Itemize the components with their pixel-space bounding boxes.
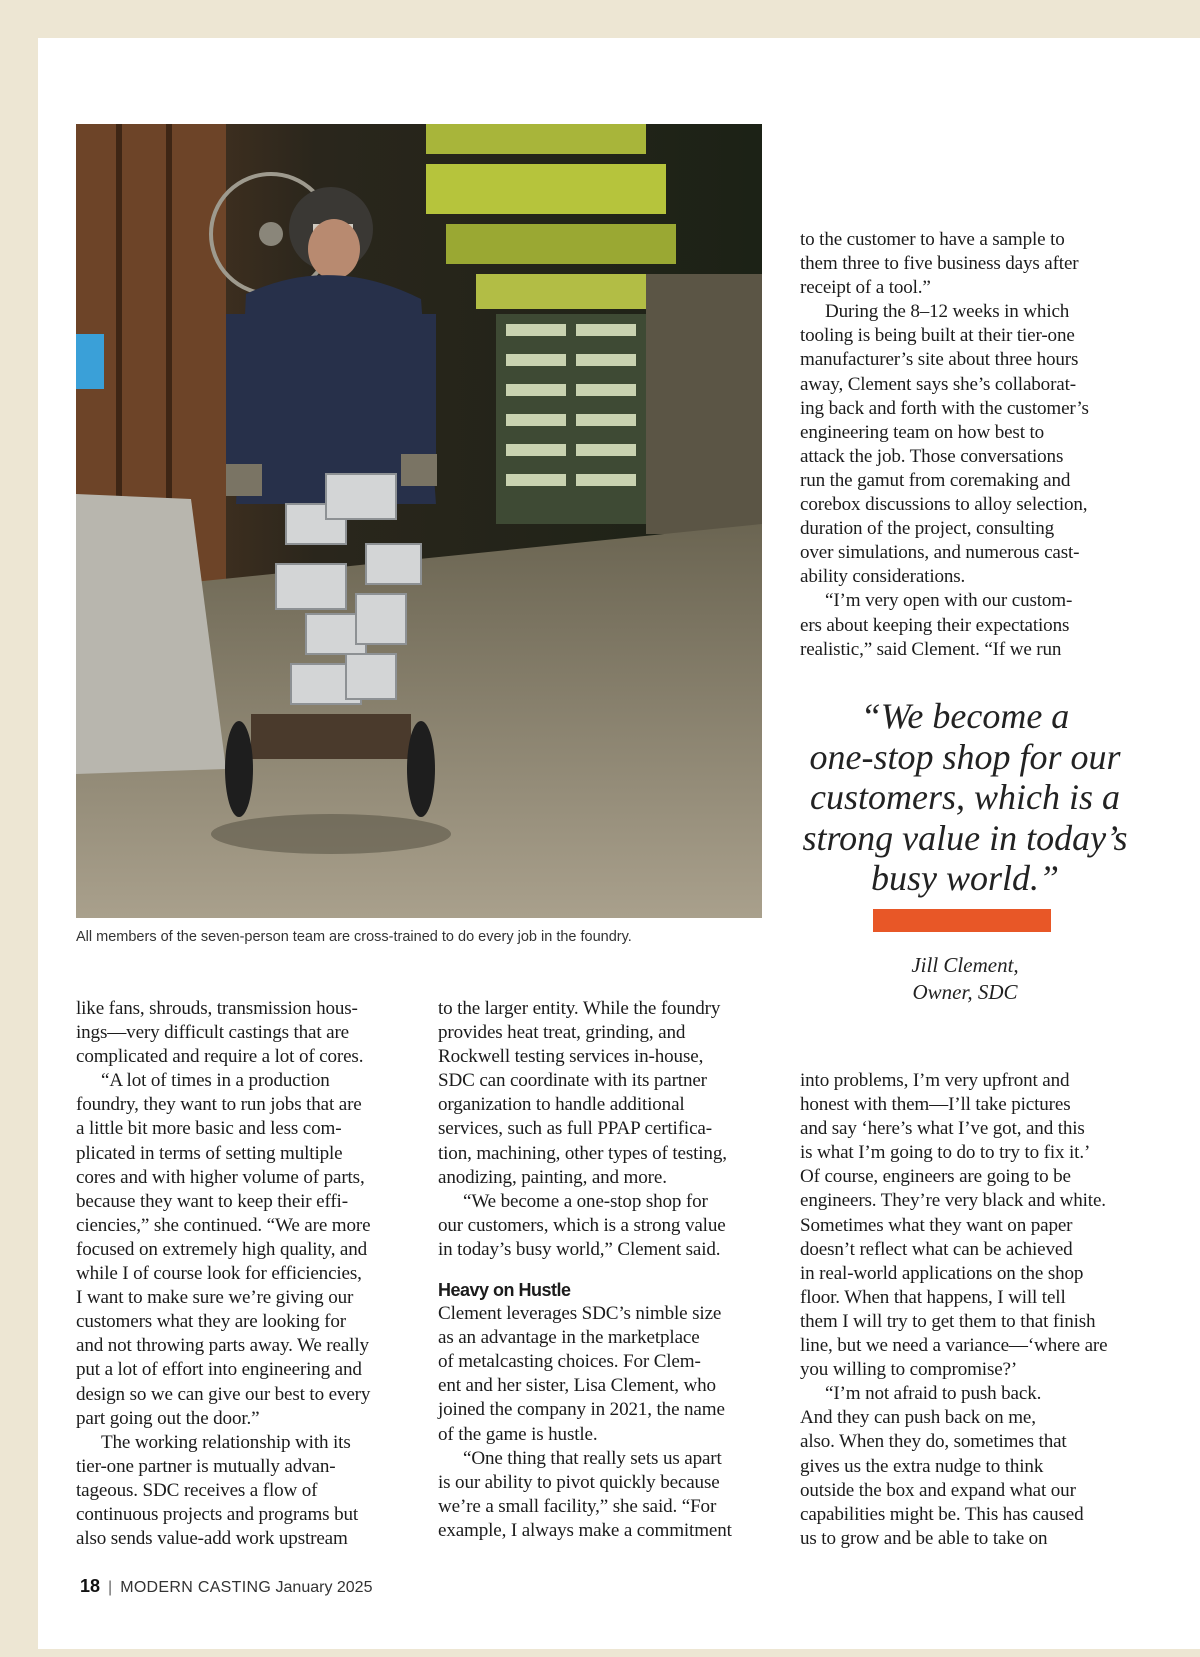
- text-line: plicated in terms of setting multiple: [76, 1142, 343, 1164]
- text-line: floor. When that happens, I will tell: [800, 1286, 1066, 1308]
- photo-caption: All members of the seven-person team are cross-trained to do every job in the foundry.: [76, 929, 632, 945]
- text-line: tooling is being built at their tier-one: [800, 325, 1075, 347]
- text-line: “We become a one-stop shop for: [463, 1190, 708, 1212]
- text-line: away, Clement says she’s collaborat-: [800, 373, 1076, 395]
- text-line: ent and her sister, Lisa Clement, who: [438, 1375, 716, 1397]
- pull-quote-attribution: [790, 952, 1140, 1006]
- text-line: SDC can coordinate with its partner: [438, 1070, 707, 1092]
- text-line: put a lot of effort into engineering and: [76, 1359, 362, 1381]
- text-line: engineering team on how best to: [800, 421, 1045, 443]
- text-line: to the larger entity. While the foundry: [438, 998, 721, 1019]
- text-line: complicated and require a lot of cores.: [76, 1046, 364, 1068]
- text-line: us to grow and be able to take on: [800, 1527, 1048, 1549]
- text-line: is what I’m going to do to try to fix it.’: [800, 1142, 1091, 1164]
- text-line: part going out the door.”: [76, 1407, 260, 1429]
- text-line: “I’m very open with our custom-: [825, 590, 1073, 612]
- text-line: corebox discussions to alloy selection,: [800, 494, 1088, 516]
- text-line: outside the box and expand what our: [800, 1479, 1076, 1501]
- text-line: run the gamut from coremaking and: [800, 469, 1071, 491]
- pull-quote-line: busy world.”: [870, 858, 1060, 898]
- text-line: doesn’t reflect what can be achieved: [800, 1238, 1073, 1260]
- text-line: like fans, shrouds, transmission hous-: [76, 998, 358, 1019]
- text-line: Rockwell testing services in-house,: [438, 1046, 704, 1068]
- text-line: services, such as full PPAP certifica-: [438, 1118, 712, 1140]
- text-line: we’re a small facility,” she said. “For: [438, 1495, 717, 1517]
- attribution-title: Owner, SDC: [912, 980, 1018, 1004]
- text-line: focused on extremely high quality, and: [76, 1238, 368, 1260]
- text-line: anodizing, painting, and more.: [438, 1166, 667, 1188]
- text-line: our customers, which is a strong value: [438, 1214, 726, 1236]
- issue-date: January 2025: [275, 1579, 373, 1596]
- text-line: ings—very difficult castings that are: [76, 1022, 350, 1044]
- text-line: continuous projects and programs but: [76, 1503, 359, 1525]
- text-line: example, I always make a commitment: [438, 1519, 732, 1541]
- text-line: attack the job. Those conversations: [800, 445, 1064, 467]
- text-line: is our ability to pivot quickly because: [438, 1471, 720, 1493]
- text-line: design so we can give our best to every: [76, 1383, 371, 1405]
- text-line: foundry, they want to run jobs that are: [76, 1094, 362, 1116]
- text-line: joined the company in 2021, the name: [438, 1399, 725, 1421]
- text-line: “I’m not afraid to push back.: [825, 1383, 1042, 1405]
- text-line: of the game is hustle.: [438, 1423, 598, 1445]
- text-line: manufacturer’s site about three hours: [800, 349, 1079, 371]
- article-column-1: [76, 997, 416, 1551]
- text-line: and not throwing parts away. We really: [76, 1335, 369, 1357]
- text-line: And they can push back on me,: [800, 1407, 1036, 1429]
- text-line: as an advantage in the marketplace: [438, 1327, 700, 1349]
- text-line: capabilities might be. This has caused: [800, 1503, 1084, 1525]
- text-line: Of course, engineers are going to be: [800, 1166, 1071, 1188]
- page-number: 18: [80, 1576, 101, 1596]
- pull-quote-line: one-stop shop for our: [809, 736, 1121, 777]
- page-footer: [80, 1576, 372, 1597]
- text-line: tier-one partner is mutually advan-: [76, 1455, 336, 1477]
- text-line: “One thing that really sets us apart: [463, 1447, 722, 1469]
- text-line: you willing to compromise?’: [800, 1359, 1018, 1381]
- text-line: provides heat treat, grinding, and: [438, 1022, 686, 1044]
- text-line: ing back and forth with the customer’s: [800, 397, 1089, 419]
- text-line: also sends value-add work upstream: [76, 1528, 348, 1550]
- foundry-worker-photo: [76, 124, 762, 918]
- text-line: organization to handle additional: [438, 1094, 685, 1116]
- text-line: while I of course look for efficiencies,: [76, 1263, 362, 1285]
- text-line: The working relationship with its: [101, 1431, 351, 1453]
- article-column-3-top: [800, 228, 1130, 662]
- text-line: realistic,” said Clement. “If we run: [800, 638, 1062, 660]
- text-line: ability considerations.: [800, 566, 966, 588]
- text-line: honest with them—I’ll take pictures: [800, 1094, 1071, 1116]
- text-line: ciencies,” she continued. “We are more: [76, 1214, 371, 1236]
- section-subhead: Heavy on Hustle: [438, 1280, 571, 1301]
- pull-quote-line: customers, which is a: [810, 777, 1120, 817]
- text-line: a little bit more basic and less com-: [76, 1118, 342, 1140]
- text-line: over simulations, and numerous cast-: [800, 542, 1080, 564]
- pull-quote: [790, 696, 1140, 899]
- text-line: of metalcasting choices. For Clem-: [438, 1351, 701, 1373]
- text-line: tageous. SDC receives a flow of: [76, 1479, 318, 1501]
- text-line: to the customer to have a sample to: [800, 229, 1065, 250]
- text-line: cores and with higher volume of parts,: [76, 1166, 365, 1188]
- text-line: customers what they are looking for: [76, 1311, 346, 1333]
- text-line: receipt of a tool.”: [800, 277, 931, 299]
- text-line: into problems, I’m very upfront and: [800, 1070, 1070, 1091]
- text-line: tion, machining, other types of testing,: [438, 1142, 727, 1164]
- text-line: ers about keeping their expectations: [800, 614, 1070, 636]
- text-line: and say ‘here’s what I’ve got, and this: [800, 1118, 1085, 1140]
- text-line: engineers. They’re very black and white.: [800, 1190, 1106, 1212]
- attribution-name: Jill Clement,: [911, 953, 1019, 977]
- text-line: I want to make sure we’re giving our: [76, 1287, 354, 1309]
- pull-quote-line: “We become a: [860, 696, 1070, 736]
- text-line: in today’s busy world,” Clement said.: [438, 1238, 721, 1260]
- text-line: During the 8–12 weeks in which: [825, 301, 1070, 323]
- text-line: also. When they do, sometimes that: [800, 1431, 1067, 1453]
- footer-separator: |: [108, 1579, 113, 1596]
- article-column-3-bottom: [800, 1069, 1130, 1551]
- text-line: Clement leverages SDC’s nimble size: [438, 1303, 722, 1325]
- magazine-name: MODERN CASTING: [120, 1579, 272, 1596]
- text-line: gives us the extra nudge to think: [800, 1455, 1044, 1477]
- text-line: them three to five business days after: [800, 253, 1079, 275]
- article-column-2: [438, 997, 768, 1543]
- pull-quote-line: strong value in today’s: [802, 817, 1128, 858]
- pull-quote-accent-bar: [873, 909, 1051, 932]
- text-line: duration of the project, consulting: [800, 518, 1055, 540]
- text-line: Sometimes what they want on paper: [800, 1214, 1073, 1236]
- text-line: because they want to keep their effi-: [76, 1190, 348, 1212]
- text-line: line, but we need a variance—‘where are: [800, 1335, 1108, 1357]
- text-line: them I will try to get them to that finish: [800, 1310, 1096, 1332]
- text-line: “A lot of times in a production: [101, 1070, 330, 1092]
- text-line: in real-world applications on the shop: [800, 1262, 1084, 1284]
